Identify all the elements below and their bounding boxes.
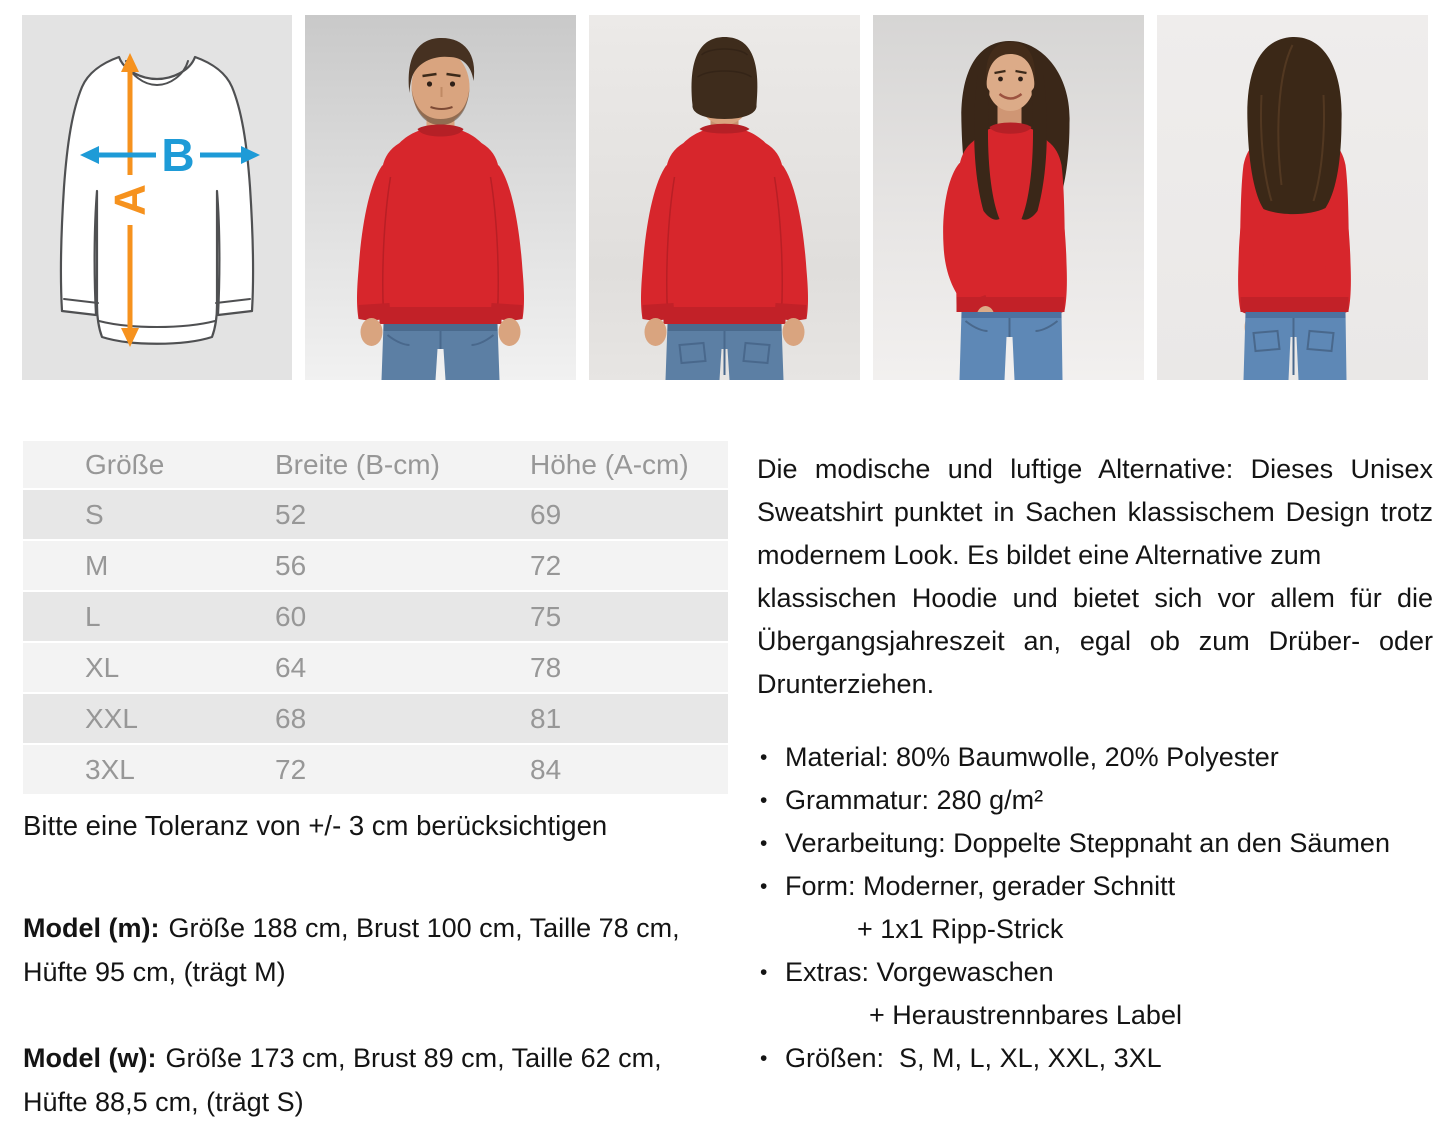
sweatshirt-outline [61,57,253,344]
bullet-icon: • [760,875,768,898]
column-header-hoehe: Höhe (A-cm) [530,448,689,480]
model-m-info [23,906,723,994]
size-row-xxl [23,694,728,743]
tolerance-note: Bitte eine Toleranz von +/- 3 cm berücksichtigen [23,810,608,841]
cell-hoehe: 69 [530,498,562,530]
cell-size: XXL [85,702,138,734]
feature-text: Verarbeitung: Doppelte Steppnaht an den Säumen [785,828,1390,858]
cell-breite: 60 [275,600,307,632]
man-front-illustration [305,15,576,380]
label-a: A [105,184,155,216]
size-row-3xl [23,745,728,794]
feature-text: Material: 80% Baumwolle, 20% Polyester [785,742,1279,772]
description-paragraph-2: klassischen Hoodie und bietet sich vor allem für die Übergangsjahreszeit an, egal ob zum Drüber- oder Drunterziehen. [757,583,1433,699]
model-w-info [23,1036,723,1124]
bullet-icon: • [760,746,768,769]
size-diagram-tile [22,15,292,380]
size-row-s [23,490,728,539]
cell-hoehe: 75 [530,600,562,632]
feature-form-sub: + 1x1 Ripp-Strick [857,914,1064,944]
feature-text: Extras: Vorgewaschen [785,957,1054,987]
cell-hoehe: 84 [530,753,562,785]
column-header-groesse: Größe [85,448,165,480]
model-m-measurements: Größe 188 cm, Brust 100 cm, Taille 78 cm, Hüfte 95 cm, (trägt M) [23,913,680,987]
cell-size: XL [85,651,120,683]
size-table [23,441,728,794]
column-header-breite: Breite (B-cm) [275,448,440,480]
model-w-measurements: Größe 173 cm, Brust 89 cm, Taille 62 cm, Hüfte 88,5 cm, (trägt S) [23,1043,662,1117]
cell-size: M [85,549,109,581]
cell-breite: 72 [275,753,307,785]
model-m-label: Model (m): [23,913,160,943]
cell-size: 3XL [85,753,135,785]
cell-breite: 56 [275,549,307,581]
feature-verarbeitung [757,822,1433,865]
feature-grammatur [757,779,1433,822]
description-paragraph-1: Die modische und luftige Alternative: Dieses Unisex Sweatshirt punktet in Sachen klassischem Design trotz modernem Look. Es bildet eine Alternative zum [757,454,1433,570]
size-table-header [23,441,728,488]
woman-back-illustration [1157,15,1428,380]
size-row-xl [23,643,728,692]
cell-size: L [85,600,101,632]
feature-text: Grammatur: 280 g/m² [785,785,1044,815]
cell-hoehe: 78 [530,651,562,683]
feature-material [757,736,1433,779]
man-back-illustration [589,15,860,380]
product-description [757,448,1433,1080]
woman-front-illustration [873,15,1144,380]
cell-size: S [85,498,104,530]
feature-extras-sub: + Heraustrennbares Label [869,1000,1182,1030]
photo-man-back [589,15,860,380]
sweatshirt-measurement-diagram [22,15,292,380]
bullet-icon: • [760,961,768,984]
model-w-label: Model (w): [23,1043,157,1073]
feature-list [757,736,1433,1080]
photo-man-front [305,15,576,380]
size-row-m [23,541,728,590]
bullet-icon: • [760,789,768,812]
feature-text: Größen: S, M, L, XL, XXL, 3XL [785,1043,1162,1073]
feature-groessen [757,1037,1433,1080]
cell-breite: 52 [275,498,307,530]
cell-hoehe: 81 [530,702,562,734]
cell-hoehe: 72 [530,549,562,581]
feature-text: Form: Moderner, gerader Schnitt [785,871,1176,901]
size-row-l [23,592,728,641]
bullet-icon: • [760,832,768,855]
cell-breite: 68 [275,702,307,734]
feature-form [757,865,1433,951]
product-image-strip [22,15,1428,380]
label-b: B [161,129,195,181]
cell-breite: 64 [275,651,307,683]
photo-woman-back [1157,15,1428,380]
bullet-icon: • [760,1047,768,1070]
photo-woman-front [873,15,1144,380]
feature-extras [757,951,1433,1037]
